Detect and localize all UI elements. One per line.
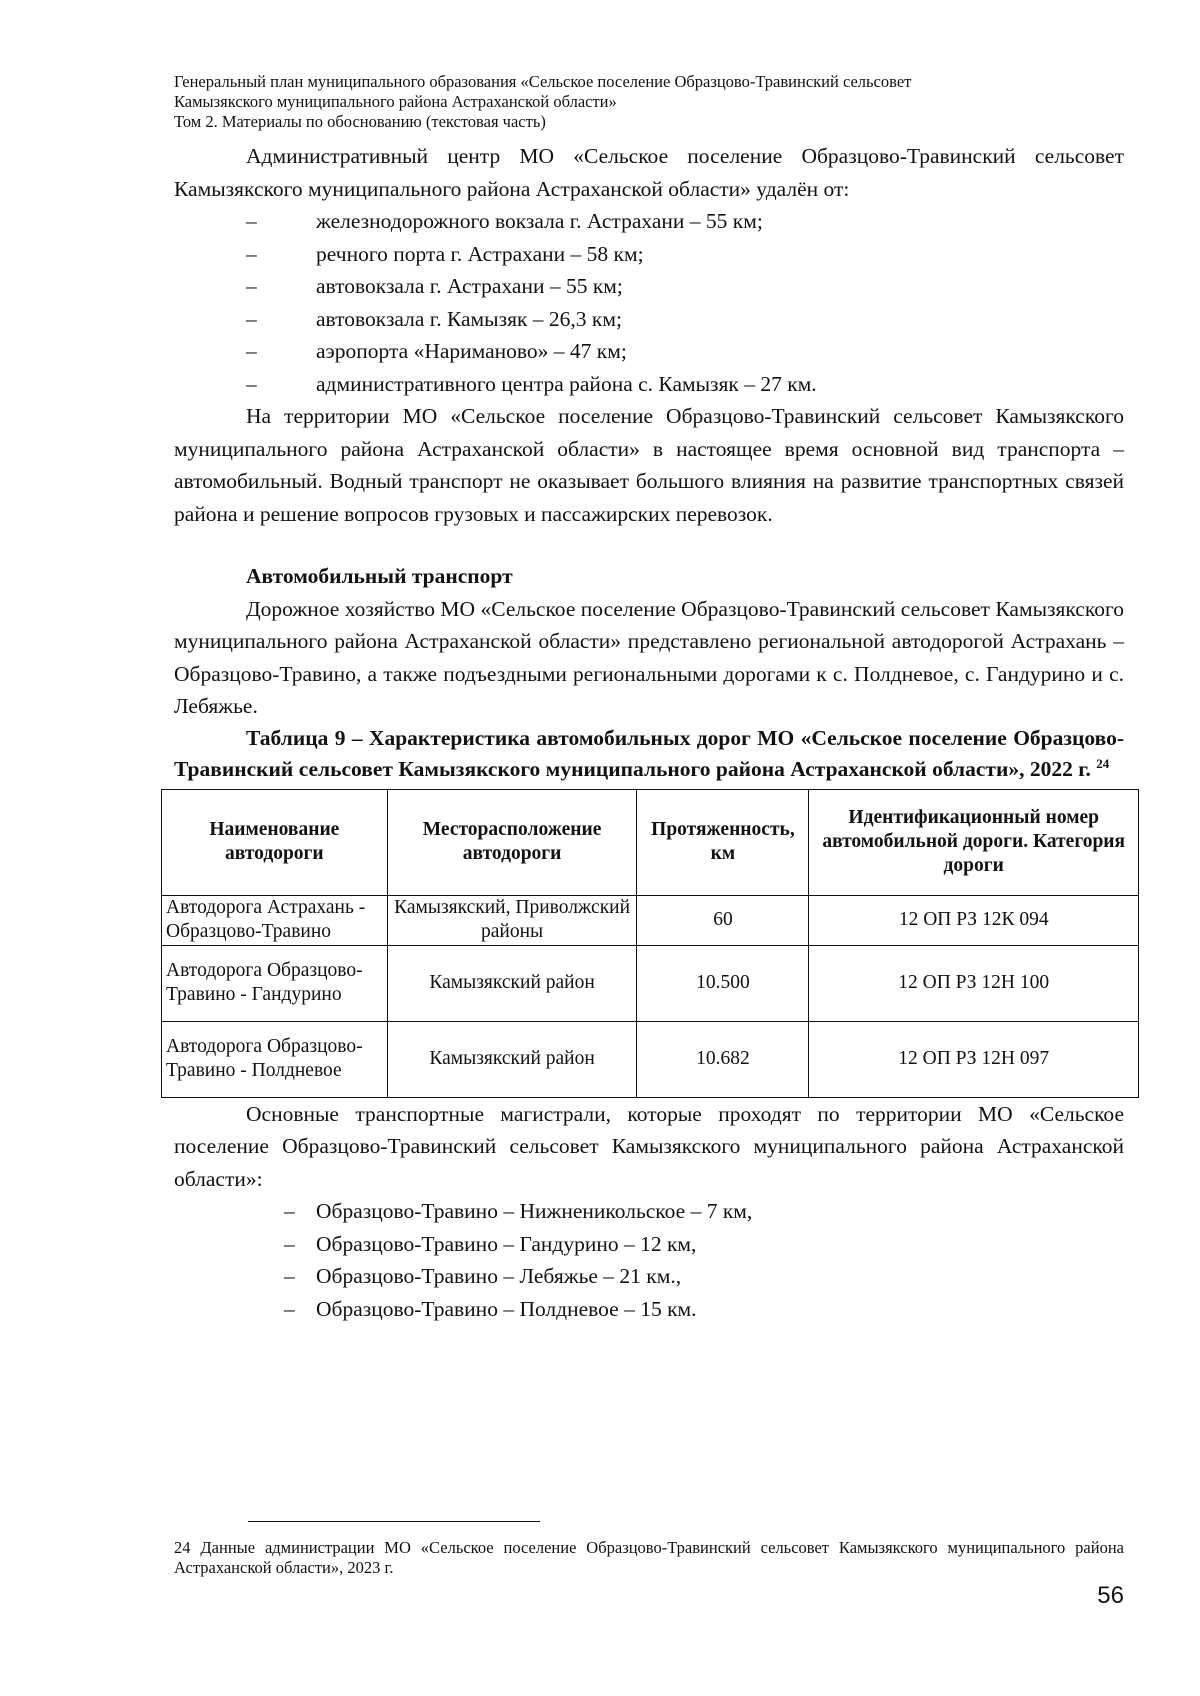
column-header: Протяженность, км: [637, 789, 809, 895]
list-item: [174, 335, 1124, 368]
list-item: [174, 368, 1124, 401]
footnote: 24 Данные администрации МО «Сельское поселение Образцово-Травинский сельсовет Камызякского муниципального района Астраханской области», 2023 г.: [174, 1538, 1124, 1577]
transport-paragraph: На территории МО «Сельское поселение Образцово-Травинский сельсовет Камызякского муниципального района Астраханской области» в настоящее время основной вид транспорта – автомобильный. Водный транспорт не оказывает большого влияния на развитие транспортных связей района и решение вопросов грузовых и пассажирских перевозок.: [174, 404, 1124, 526]
list-item: [174, 303, 1124, 336]
dash-marker: –: [246, 306, 257, 331]
distance-list: [174, 205, 1124, 400]
table-caption: [174, 723, 1124, 785]
table-cell: Автодорога Астрахань - Образцово-Травино: [162, 895, 388, 945]
road-network-paragraph: Дорожное хозяйство МО «Сельское поселение Образцово-Травинский сельсовет Камызякского муниципального района Астраханской области» представлено региональной автодорогой Астрахань – Образцово-Травино, а также подъездными региональными дорогами к с. Полдневое, с. Гандурино и с. Лебяжье.: [174, 596, 1124, 718]
list-item-text: Образцово-Травино – Полдневое – 15 км.: [316, 1296, 697, 1321]
dash-marker: –: [246, 339, 257, 363]
dash-marker: –: [246, 209, 257, 233]
list-item-text: речного порта г. Астрахани – 58 км;: [316, 241, 644, 266]
list-item: [174, 205, 1124, 238]
table-cell: 12 ОП РЗ 12Н 097: [809, 1021, 1139, 1097]
list-item: [174, 1195, 1124, 1228]
dash-marker: –: [246, 371, 257, 396]
list-item-text: административного центра района с. Камызяк – 27 км.: [316, 371, 817, 396]
running-header: [174, 72, 1124, 132]
list-item-text: Образцово-Травино – Лебяжье – 21 км.,: [316, 1264, 682, 1288]
table-cell: 12 ОП РЗ 12К 094: [809, 895, 1139, 945]
dash-marker: –: [246, 274, 257, 298]
list-item: [174, 238, 1124, 271]
table-cell: Камызякский, Приволжский районы: [387, 895, 637, 945]
column-header: Идентификационный номер автомобильной дороги. Категория дороги: [809, 789, 1139, 895]
dash-marker: –: [284, 1264, 295, 1288]
list-item-text: железнодорожного вокзала г. Астрахани – 55 км;: [316, 209, 763, 233]
highway-list: [174, 1195, 1124, 1325]
highways-paragraph: Основные транспортные магистрали, которые проходят по территории МО «Сельское поселение Образцово-Травинский сельсовет Камызякского муниципального района Астраханской области»:: [174, 1101, 1124, 1191]
table-cell: 12 ОП РЗ 12Н 100: [809, 945, 1139, 1021]
header-line: Камызякского муниципального района Астраханской области»: [174, 92, 617, 111]
table-cell: 10.682: [637, 1021, 809, 1097]
spacer: [174, 530, 1124, 560]
table-cell: Камызякский район: [387, 945, 637, 1021]
table-header-row: [162, 789, 1139, 895]
page-number: 56: [1097, 1582, 1124, 1609]
column-header: Месторасположение автодороги: [387, 789, 637, 895]
table-cell: Автодорога Образцово-Травино - Полдневое: [162, 1021, 388, 1097]
list-item-text: Образцово-Травино – Нижненикольское – 7 км,: [316, 1199, 753, 1223]
dash-marker: –: [246, 241, 257, 266]
header-line: Том 2. Материалы по обоснованию (текстовая часть): [174, 112, 546, 131]
column-header: Наименование автодороги: [162, 789, 388, 895]
dash-marker: –: [284, 1231, 295, 1256]
list-item-text: автовокзала г. Астрахани – 55 км;: [316, 274, 623, 298]
list-item: [174, 1260, 1124, 1293]
table-cell: 60: [637, 895, 809, 945]
table-caption-text: Таблица 9 – Характеристика автомобильных дорог МО «Сельское поселение Образцово-Травинский сельсовет Камызякского муниципального района Астраханской области», 2022 г.: [174, 725, 1124, 781]
list-item: [174, 1293, 1124, 1326]
section-heading: Автомобильный транспорт: [246, 564, 513, 588]
table-row: [162, 945, 1139, 1021]
list-item-text: автовокзала г. Камызяк – 26,3 км;: [316, 306, 622, 331]
table-cell: Камызякский район: [387, 1021, 637, 1097]
intro-paragraph: Административный центр МО «Сельское поселение Образцово-Травинский сельсовет Камызякского муниципального района Астраханской области» удалён от:: [174, 144, 1124, 201]
table-cell: Автодорога Образцово-Травино - Гандурино: [162, 945, 388, 1021]
dash-marker: –: [284, 1296, 295, 1321]
header-line: Генеральный план муниципального образования «Сельское поселение Образцово-Травинский сельсовет: [174, 72, 912, 91]
dash-marker: –: [284, 1199, 295, 1223]
list-item: [174, 270, 1124, 303]
footnote-reference: 24: [1096, 755, 1110, 771]
list-item: [174, 1228, 1124, 1261]
body-text: [166, 140, 1126, 1325]
table-row: [162, 1021, 1139, 1097]
roads-table: [161, 789, 1139, 1098]
list-item-text: Образцово-Травино – Гандурино – 12 км,: [316, 1231, 697, 1256]
list-item-text: аэропорта «Нариманово» – 47 км;: [316, 339, 627, 363]
table-cell: 10.500: [637, 945, 809, 1021]
footnote-divider: [248, 1521, 540, 1522]
table-row: [162, 895, 1139, 945]
